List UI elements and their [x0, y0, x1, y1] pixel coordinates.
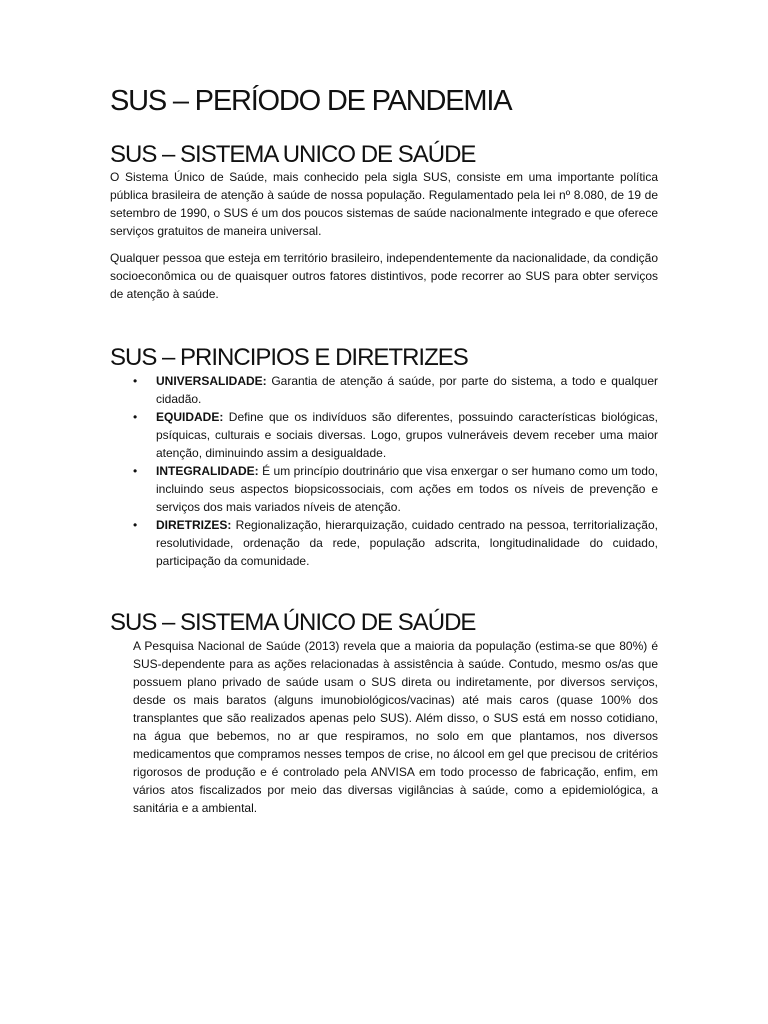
term-diretrizes: DIRETRIZES:: [156, 517, 232, 532]
term-equidade: EQUIDADE:: [156, 409, 224, 424]
document-page: [110, 84, 658, 817]
paragraph-pesquisa-nacional: A Pesquisa Nacional de Saúde (2013) revela que a maioria da população (estima-se que 80%) é SUS-dependente para as ações relacionadas à assistência à saúde. Contudo, mesmo os/as que possuem plano privado de saúde usam o SUS direta ou indiretamente, por diversos serviços, desde os mais baratos (alguns imunobiológicos/vacinas) até mais caros (quase 100% dos transplantes que são realizados apenas pelo SUS). Além disso, o SUS está em nosso cotidiano, na água que bebemos, no ar que respiramos, no solo em que plantamos, nos diversos medicamentos que compramos nesses tempos de crise, no álcool em gel que precisou de critérios rigorosos de produção e é controlado pela ANVISA em todo processo de fabricação, enfim, em vários atos fiscalizados por meio das diversas vigilâncias à saúde, como a epidemiológica, a sanitária e a ambiental.: [133, 638, 658, 815]
term-integralidade: INTEGRALIDADE:: [156, 463, 259, 478]
bullet-icon: •: [133, 517, 138, 532]
text-integralidade: É um princípio doutrinário que visa enxergar o ser humano como um todo, incluindo seus aspectos biopsicossociais, com ações em todos os níveis de prevenção e serviços dos mais variados níveis de atenção.: [156, 463, 658, 514]
text-equidade: Define que os indivíduos são diferentes, possuindo características biológicas, psíquicas, culturais e sociais diversas. Logo, grupos vulneráveis devem receber uma maior atenção, diminuindo assim a desigualdade.: [156, 409, 658, 460]
list-item-equidade: [110, 408, 658, 462]
text-diretrizes: Regionalização, hierarquização, cuidado centrado na pessoa, territorialização, resolutividade, ordenação da rede, população adscrita, longitudinalidade do cuidado, participação da comunidade.: [156, 517, 658, 568]
term-universalidade: UNIVERSALIDADE:: [156, 373, 267, 388]
bullet-icon: •: [133, 463, 138, 478]
bullet-icon: •: [133, 373, 138, 388]
section-heading-principios: SUS – PRINCIPIOS E DIRETRIZES: [110, 344, 468, 372]
bullet-icon: •: [133, 409, 138, 424]
list-item-universalidade: [110, 372, 658, 408]
paragraph-sus-access: Qualquer pessoa que esteja em território brasileiro, independentemente da nacionalidade, da condição socioeconômica ou de quaisquer outros fatores distintivos, pode recorrer ao SUS para obter serviços de atenção à saúde.: [110, 251, 658, 302]
document-title: SUS – PERÍODO DE PANDEMIA: [110, 85, 512, 117]
paragraph-sus-definition: O Sistema Único de Saúde, mais conhecido pela sigla SUS, consiste em uma importante política pública brasileira de atenção à saúde de nossa população. Regulamentado pela lei nº 8.080, de 19 de setembro de 1990, o SUS é um dos poucos sistemas de saúde nacionalmente integrado e que oferece serviços gratuitos de maneira universal.: [110, 170, 658, 239]
list-item-diretrizes: [110, 516, 658, 570]
list-item-integralidade: [110, 462, 658, 516]
text-universalidade: Garantia de atenção á saúde, por parte do sistema, a todo e qualquer cidadão.: [156, 373, 658, 406]
section-heading-sistema-unico-2: SUS – SISTEMA ÚNICO DE SAÚDE: [110, 608, 476, 636]
principles-list: [110, 372, 658, 570]
section-heading-sistema-unico: SUS – SISTEMA UNICO DE SAÚDE: [110, 140, 476, 168]
